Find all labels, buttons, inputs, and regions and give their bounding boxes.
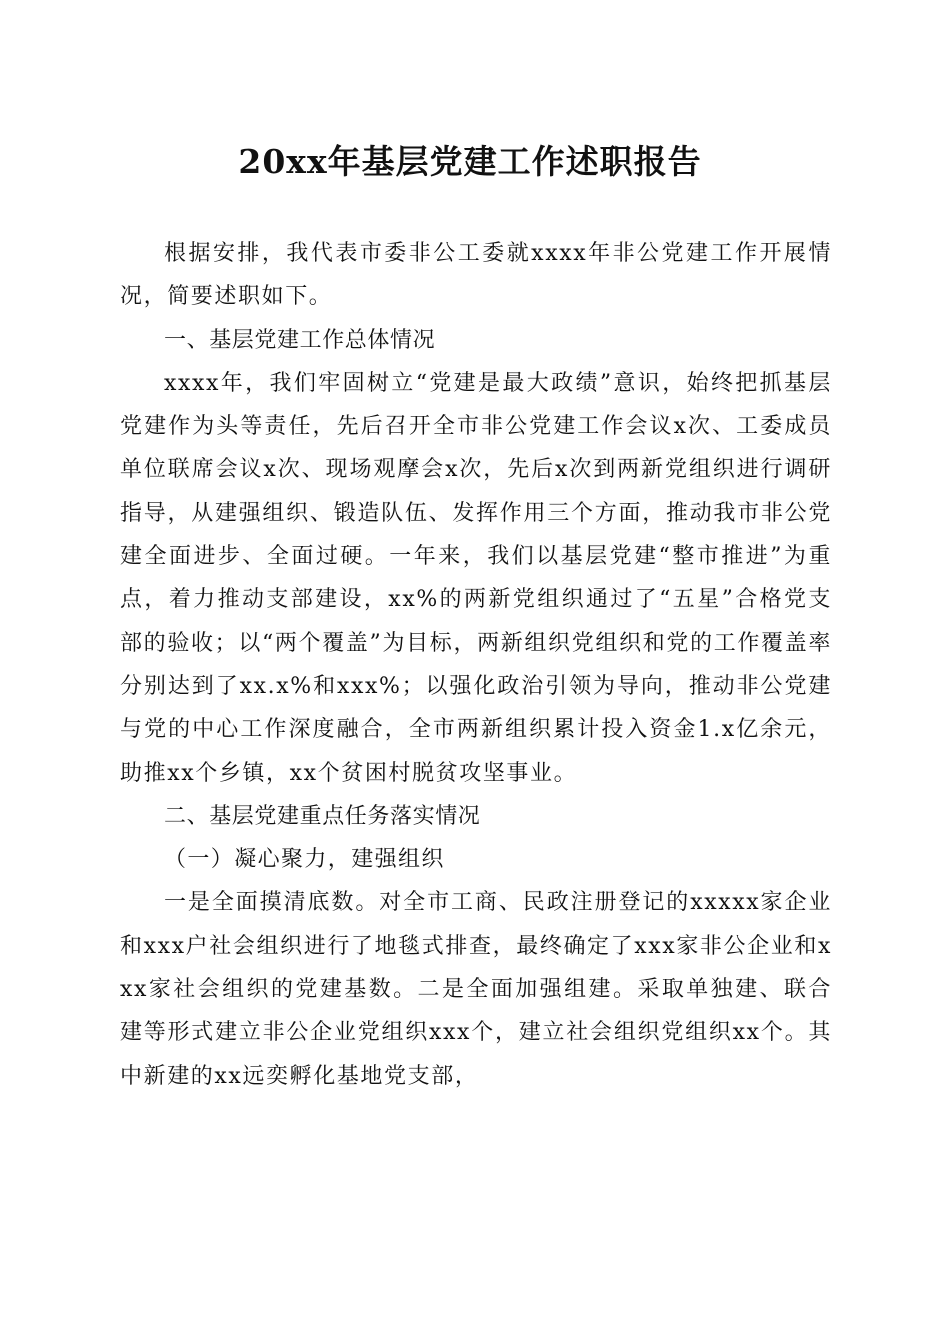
- section-heading-tasks: 二、基层党建重点任务落实情况: [164, 803, 481, 829]
- overall-paragraph: xxxx年，我们牢固树立“党建是最大政绩”意识，始终把抓基层党建作为头等责任，先后召开全市非公党建工作会议x次、工委成员单位联席会议x次、现场观摩会x次，先后x次到两新党组织进行调研指导，从建强组织、锻造队伍、发挥作用三个方面，推动我市非公党建全面进步、全面过硬。一年来，我们以基层党建“整市推进”为重点，着力推动支部建设，xx%的两新党组织通过了“五星”合格党支部的验收；以“两个覆盖”为目标，两新组织党组织和党的工作覆盖率分别达到了xx.x%和xxx%；以强化政治引领为导向，推动非公党建与党的中心工作深度融合，全市两新组织累计投入资金1.x亿余元，助推xx个乡镇，xx个贫困村脱贫攻坚事业。: [120, 370, 832, 786]
- section-heading-overall: 一、基层党建工作总体情况: [164, 327, 436, 353]
- document-body: [120, 232, 832, 1098]
- subsection-heading-organization: （一）凝心聚力，建强组织: [164, 847, 445, 873]
- document-title: 20xx年基层党建工作述职报告: [238, 142, 702, 181]
- intro-paragraph: 根据安排，我代表市委非公工委就xxxx年非公党建工作开展情况，简要述职如下。: [120, 241, 832, 310]
- organization-paragraph: 一是全面摸清底数。对全市工商、民政注册登记的xxxxx家企业和xxx户社会组织进行了地毯式排查，最终确定了xxx家非公企业和xxx家社会组织的党建基数。二是全面加强组建。采取单独建、联合建等形式建立非公企业党组织xxx个，建立社会组织党组织xx个。其中新建的xx远奕孵化基地党支部，: [120, 890, 832, 1089]
